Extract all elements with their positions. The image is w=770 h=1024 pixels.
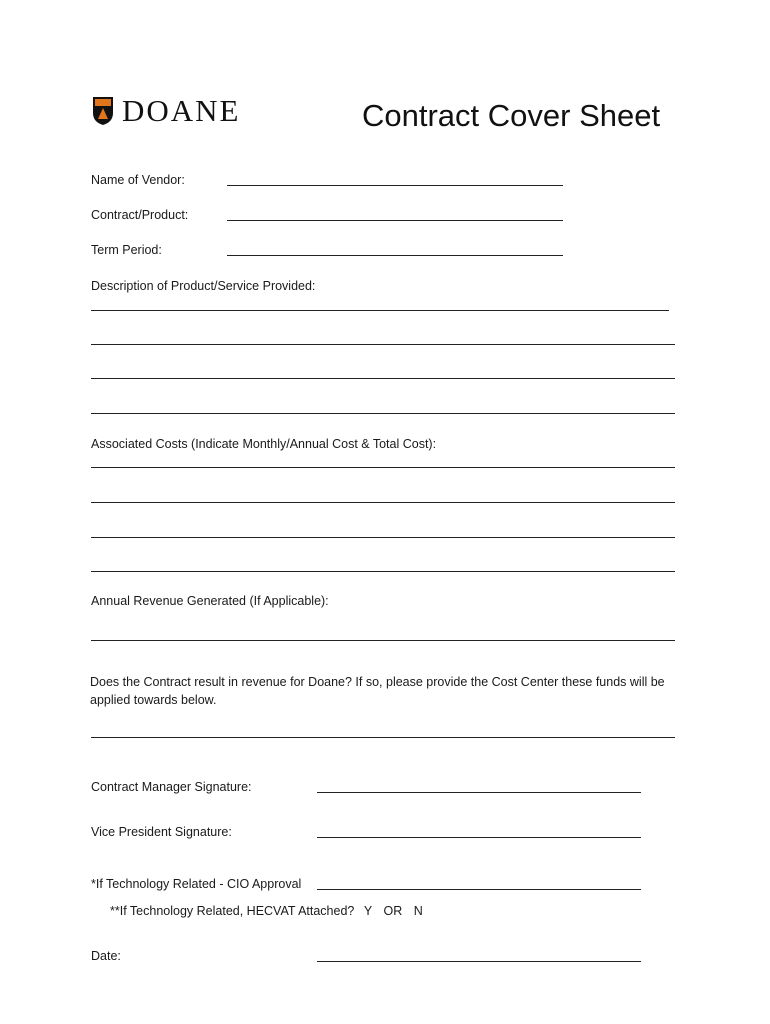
page-title: Contract Cover Sheet: [362, 98, 661, 133]
vendor-field-line[interactable]: [227, 185, 563, 186]
costs-line[interactable]: [91, 502, 675, 503]
cost-center-line[interactable]: [91, 737, 675, 738]
manager-signature-label: Contract Manager Signature:: [91, 780, 252, 794]
revenue-question: Does the Contract result in revenue for Doane? If so, please provide the Cost Center these funds will be applied towards below.: [90, 675, 665, 707]
date-label: Date:: [91, 949, 121, 963]
date-line[interactable]: [317, 961, 641, 962]
doane-logo: [92, 95, 241, 126]
revenue-label: Annual Revenue Generated (If Applicable):: [91, 594, 329, 608]
contract-field-line[interactable]: [227, 220, 563, 221]
vp-signature-line[interactable]: [317, 837, 641, 838]
description-line[interactable]: [91, 378, 675, 379]
description-line[interactable]: [91, 344, 675, 345]
cio-approval-line[interactable]: [317, 889, 641, 890]
contract-label: Contract/Product:: [91, 208, 189, 222]
description-label: Description of Product/Service Provided:: [91, 279, 316, 293]
hecvat-no-option[interactable]: N: [413, 904, 423, 918]
costs-line[interactable]: [91, 537, 675, 538]
revenue-line[interactable]: [91, 640, 675, 641]
manager-signature-line[interactable]: [317, 792, 641, 793]
term-field-line[interactable]: [227, 255, 563, 256]
costs-line[interactable]: [91, 467, 675, 468]
description-line[interactable]: [91, 310, 669, 311]
costs-label: Associated Costs (Indicate Monthly/Annual Cost & Total Cost):: [91, 437, 437, 451]
hecvat-yes-option[interactable]: Y: [363, 904, 372, 918]
logo-wordmark: DOANE: [122, 93, 241, 128]
vendor-label: Name of Vendor:: [91, 173, 185, 187]
hecvat-row: [110, 905, 423, 918]
term-label: Term Period:: [91, 243, 162, 257]
hecvat-or-text: OR: [383, 904, 403, 918]
description-line[interactable]: [91, 413, 675, 414]
hecvat-label: **If Technology Related, HECVAT Attached?: [110, 904, 355, 918]
shield-icon: [92, 96, 114, 126]
vp-signature-label: Vice President Signature:: [91, 825, 232, 839]
costs-line[interactable]: [91, 571, 675, 572]
cio-approval-label: *If Technology Related - CIO Approval: [91, 877, 302, 891]
